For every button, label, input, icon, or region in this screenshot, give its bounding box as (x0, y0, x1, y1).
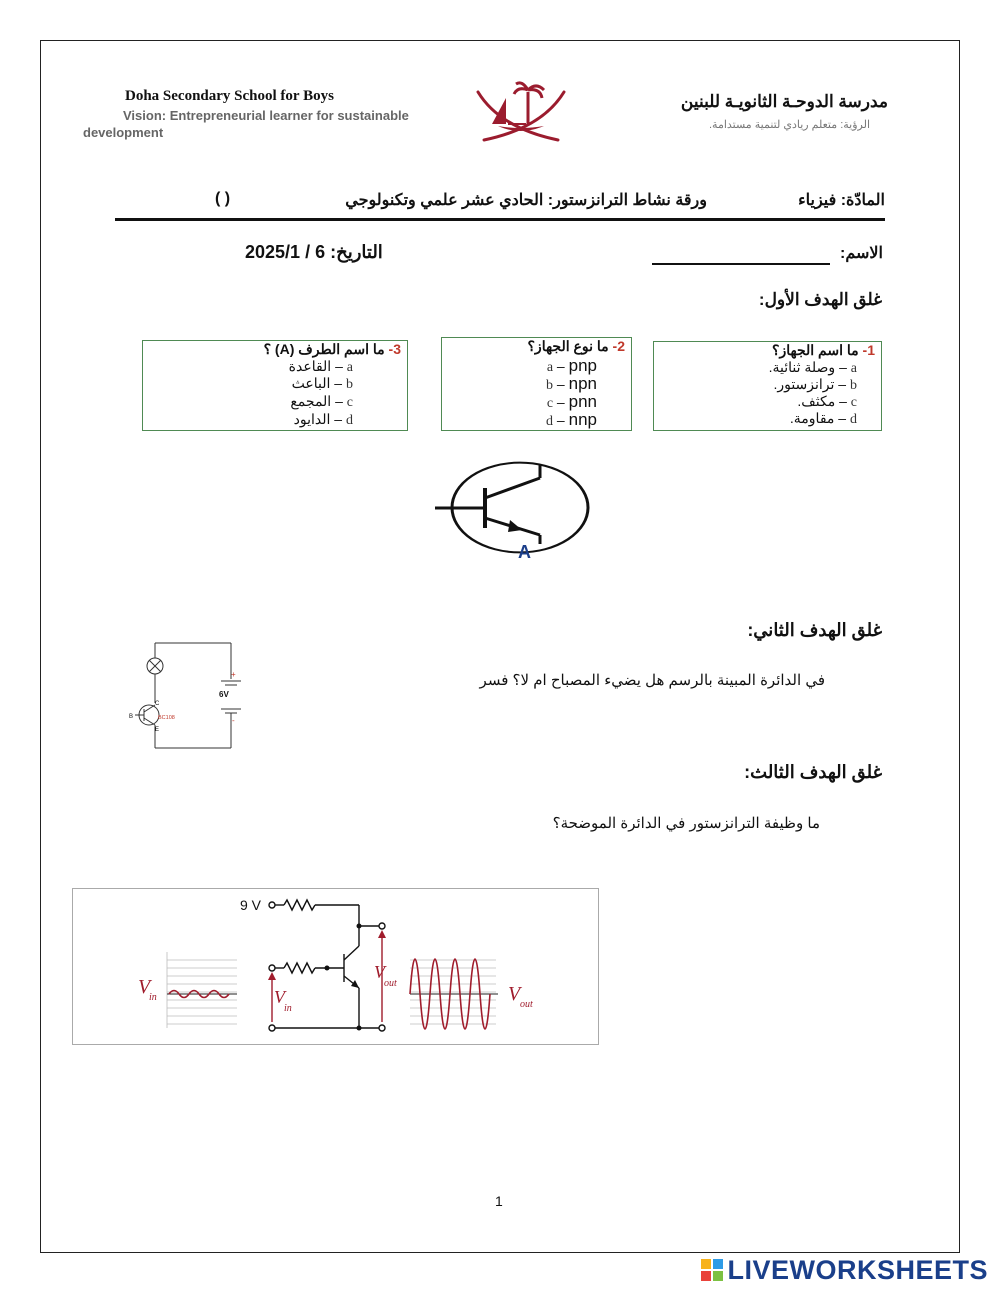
goal2-question: في الدائرة المبينة بالرسم هل يضيء المصباح ام لا؟ فسر (479, 672, 825, 689)
class-blank[interactable]: ( ) (215, 190, 231, 207)
q1-option-c[interactable]: c – مكثف. (797, 393, 857, 410)
transistor-symbol (430, 460, 600, 560)
liveworksheets-icon (701, 1259, 725, 1281)
vision-ar: الرؤية: متعلم ريادي لتنمية مستدامة. (708, 119, 870, 131)
vision-en: Vision: Entrepreneurial learner for sustainable development (83, 108, 409, 140)
question-1-box (653, 341, 882, 431)
goal2-title: غلق الهدف الثاني: (747, 620, 882, 640)
q1-number: 1- (862, 342, 875, 358)
subject-label: المادّة: فيزياء (798, 192, 885, 209)
q2-option-b[interactable]: b – npn (546, 374, 597, 393)
terminal-a-label: A (518, 542, 531, 560)
q2-option-a[interactable]: a – pnp (546, 356, 597, 375)
q3-option-d[interactable]: d – الدايود (293, 411, 353, 428)
name-field[interactable] (652, 263, 830, 265)
school-name-en: Doha Secondary School for Boys (125, 88, 334, 104)
subject-row (115, 190, 885, 214)
base-label: B (129, 714, 134, 720)
question-3-box (142, 340, 408, 431)
battery-plus: + (231, 670, 236, 679)
emitter-label: E (155, 727, 160, 733)
collector-label: C (155, 701, 160, 707)
vout-circuit-sub: out (384, 978, 397, 989)
q2-text: ما نوع الجهاز؟ (527, 338, 609, 354)
vin-circuit-sub: in (284, 1003, 292, 1014)
q1-heading (772, 342, 875, 359)
liveworksheets-logo[interactable] (701, 1255, 988, 1286)
q3-number: 3- (388, 341, 401, 357)
vin-left-sub: in (149, 992, 157, 1003)
q1-option-b[interactable]: b – ترانزستور. (773, 376, 857, 393)
date: التاريخ: 6 / 2025/1 (245, 242, 383, 262)
goal1-title: غلق الهدف الأول: (758, 290, 882, 309)
q3-heading (264, 341, 401, 358)
vout-right-sub: out (520, 999, 533, 1010)
q2-number: 2- (612, 338, 625, 354)
vin-left-label: V (138, 976, 151, 998)
q2-option-d[interactable]: d – nnp (546, 410, 597, 429)
battery-minus: - (232, 716, 235, 725)
school-name-ar: مدرسة الدوحـة الثانويـة للبنين (680, 92, 888, 111)
lamp-circuit-diagram (125, 637, 250, 752)
brand-text: LIVEWORKSHEETS (727, 1255, 988, 1285)
transistor-part-label: BC108 (158, 715, 175, 721)
q2-option-c[interactable]: c – pnn (546, 392, 597, 411)
page-number: 1 (495, 1193, 503, 1209)
goal3-question: ما وظيفة الترانزستور في الدائرة الموضحة؟ (552, 815, 820, 832)
amplifier-circuit-diagram (72, 888, 599, 1045)
q2-heading (528, 338, 626, 355)
question-2-box (441, 337, 632, 431)
goal3-title: غلق الهدف الثالث: (744, 762, 882, 782)
q3-option-c[interactable]: c – المجمع (290, 393, 353, 410)
q3-option-a[interactable]: a – القاعدة (288, 358, 353, 375)
q1-text: ما اسم الجهاز؟ (772, 342, 859, 358)
school-emblem (470, 78, 572, 148)
vout-circuit-label: V (374, 962, 385, 982)
header-rule (115, 218, 885, 221)
q3-option-b[interactable]: b – الباعث (291, 375, 353, 392)
vout-right-label: V (508, 983, 521, 1005)
battery-label: 6V (219, 690, 229, 699)
name-label: الاسم: (840, 245, 883, 262)
q1-option-d[interactable]: d – مقاومة. (789, 410, 857, 427)
q1-option-a[interactable]: a – وصلة ثنائية. (768, 359, 857, 376)
supply-voltage-label: 9 V (240, 897, 262, 913)
worksheet-title: ورقة نشاط الترانزستور: الحادي عشر علمي وتكنولوجي (345, 192, 707, 209)
q3-text: ما اسم الطرف (A) ؟ (263, 341, 385, 357)
vin-circuit-label: V (274, 987, 285, 1007)
